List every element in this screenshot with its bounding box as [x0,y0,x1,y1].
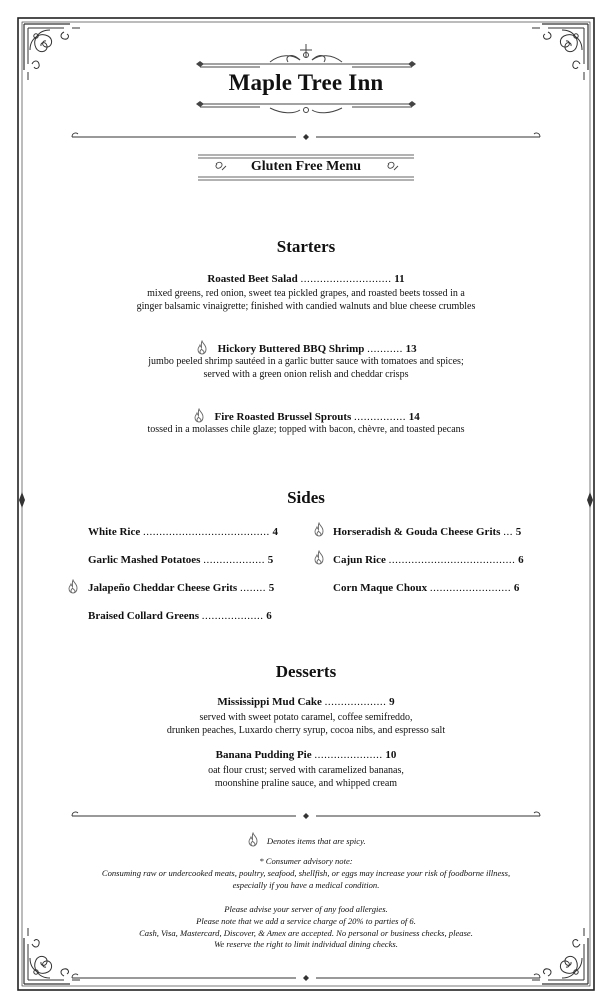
side-item [333,526,521,538]
item-price: 5 [267,554,274,566]
policy-line: Cash, Visa, Mastercard, Discover, & Amex are accepted. No personal or business checks, please. [139,927,473,938]
side-item [333,554,524,566]
item-name: Mississippi Mud Cake [217,696,322,708]
item-price: 4 [272,526,278,538]
item-name: Garlic Mashed Potatoes [88,554,201,566]
item-price: 10 [385,749,397,761]
consumer-advisory [0,856,612,891]
desserts-heading: Desserts [275,662,337,681]
spicy-flame-icon [192,408,206,423]
starters-heading: Starters [276,237,336,256]
leader-dots: ................ [354,411,407,423]
leader-dots: ....................................... [388,554,516,566]
spicy-legend [0,832,612,848]
spicy-flame-icon [246,832,260,847]
leader-dots: ....................................... [142,526,270,538]
spicy-flame-icon [312,550,326,565]
advisory-line: Consuming raw or undercooked meats, poultry, seafood, shellfish, or eggs may increase your risk of foodborne illness, [101,867,511,878]
spicy-note: Denotes items that are spicy. [266,836,366,846]
item-price: 6 [513,582,520,594]
starter-item-name [0,408,612,423]
item-price: 6 [266,610,272,622]
dessert-item-name [0,696,612,708]
side-item [88,554,273,566]
description-line: drunken peaches, Luxardo cherry syrup, cocoa nibs, and espresso salt [166,725,446,736]
starter-item-name [0,273,612,285]
policy-line: We reserve the right to limit individual dining checks. [214,939,398,950]
item-name: Roasted Beet Salad [207,273,298,285]
advisory-line: especially if you have a medical condition. [232,879,380,890]
description-line: moonshine praline sauce, and whipped cream [214,778,398,789]
leader-dots: ........ [239,582,266,594]
description-line: served with a green onion relish and cheddar crisps [203,369,409,380]
menu-subtitle: Gluten Free Menu [250,159,362,174]
advisory-line: * Consumer advisory note: [259,856,353,866]
item-name: Banana Pudding Pie [215,749,312,761]
item-price: 9 [389,696,395,708]
description-line: jumbo peeled shrimp sautéed in a garlic butter sauce with tomatoes and spices; [148,356,464,367]
leader-dots: ............................ [300,273,392,285]
policy-line: Please note that we add a service charge of 20% to parties of 6. [196,915,416,926]
item-name: Horseradish & Gouda Cheese Grits [333,526,501,538]
side-item [333,582,519,594]
description-line: oat flour crust; served with caramelized bananas, [208,765,404,776]
starter-item-description [0,355,612,381]
description-line: tossed in a molasses chile glaze; topped with bacon, chèvre, and toasted pecans [147,424,465,435]
leader-dots: ................... [324,696,387,708]
item-name: Jalapeño Cheddar Cheese Grits [88,582,238,594]
leader-dots: ........... [367,343,403,355]
starter-item-description [0,423,612,436]
leader-dots: ................... [203,554,265,566]
spicy-flame-icon [312,522,326,537]
item-name: Hickory Buttered BBQ Shrimp [217,343,365,355]
leader-dots: ......................... [429,582,512,594]
leader-dots: ... [503,526,513,538]
starter-item-name [0,340,612,355]
policy-line: Please advise your server of any food allergies. [224,904,388,914]
policy-notes [0,904,612,951]
item-name: Cajun Rice [333,554,386,566]
item-price: 13 [405,343,417,355]
dessert-item-description [0,764,612,790]
leader-dots: ..................... [314,749,383,761]
starter-item-description [0,287,612,313]
item-name: Fire Roasted Brussel Sprouts [214,411,352,423]
item-name: Braised Collard Greens [88,610,200,622]
description-line: mixed greens, red onion, sweet tea pickled grapes, and roasted beets tossed in a [147,288,465,299]
item-price: 6 [518,554,524,566]
side-item [88,526,278,538]
item-price: 11 [394,273,405,285]
dessert-item-name [0,749,612,761]
side-item [88,610,272,622]
spicy-flame-icon [66,579,80,594]
item-name: White Rice [88,526,141,538]
sides-heading: Sides [287,488,325,507]
spicy-flame-icon [195,340,209,355]
side-item [88,582,274,594]
restaurant-title: Maple Tree Inn [228,70,384,95]
item-price: 14 [408,411,420,423]
description-line: served with sweet potato caramel, coffee semifreddo, [199,712,413,723]
leader-dots: ................... [201,610,264,622]
item-price: 5 [515,526,522,538]
dessert-item-description [0,711,612,737]
item-name: Corn Maque Choux [333,582,428,594]
item-price: 5 [268,582,275,594]
description-line: ginger balsamic vinaigrette; finished with candied walnuts and blue cheese crumbles [136,301,476,312]
